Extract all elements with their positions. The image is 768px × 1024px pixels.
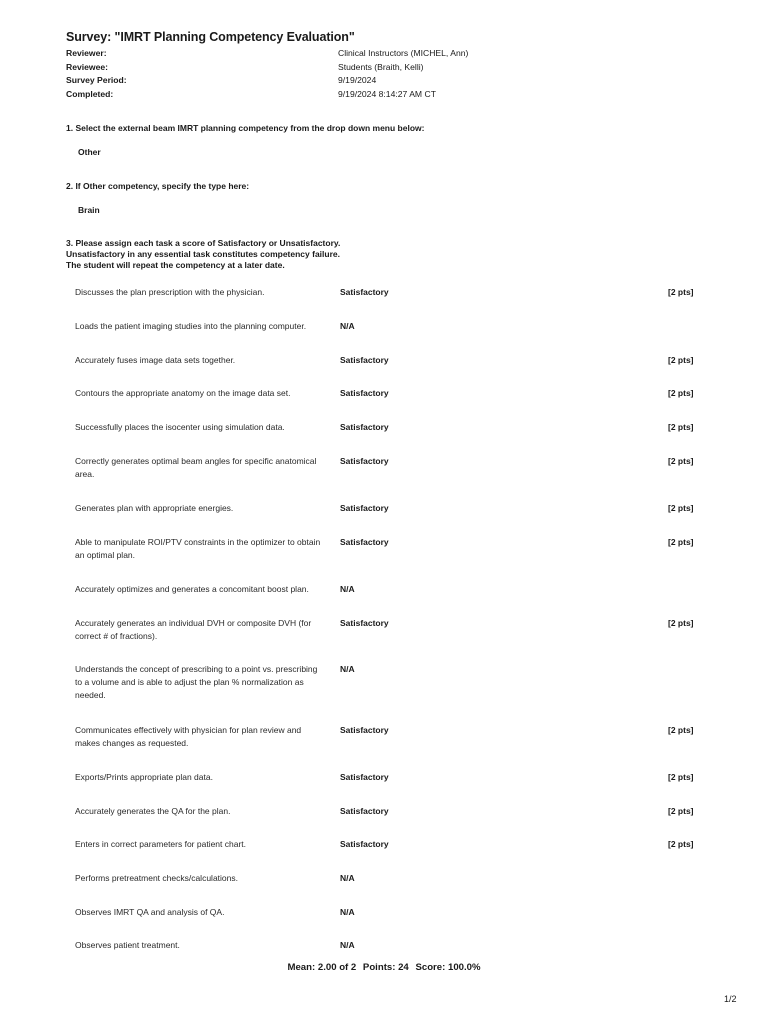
task-points: [2 pts] — [668, 772, 694, 782]
task-result: N/A — [340, 664, 355, 674]
task-description: Correctly generates optimal beam angles for specific anatomical area. — [75, 456, 317, 479]
task-result: Satisfactory — [340, 388, 389, 398]
reviewee-value: Students (Braith, Kelli) — [338, 61, 424, 72]
summary-mean: Mean: 2.00 of 2 — [287, 962, 357, 973]
task-description: Performs pretreatment checks/calculations. — [75, 873, 238, 883]
task-result: Satisfactory — [340, 537, 389, 547]
task-result: N/A — [340, 584, 355, 594]
task-result: N/A — [340, 873, 355, 883]
question-1: 1. Select the external beam IMRT planning competency from the drop down menu below: — [66, 123, 425, 133]
survey-period-label: Survey Period: — [66, 75, 127, 85]
score-summary — [0, 962, 768, 973]
question-3-line-1: 3. Please assign each task a score of Satisfactory or Unsatisfactory. — [66, 238, 341, 248]
task-description: Exports/Prints appropriate plan data. — [75, 772, 213, 782]
task-description: Accurately generates the QA for the plan. — [75, 806, 231, 816]
survey-period-row — [66, 74, 706, 88]
task-description: Observes patient treatment. — [75, 940, 180, 950]
task-description: Generates plan with appropriate energies. — [75, 503, 234, 513]
summary-points: Points: 24 — [362, 962, 409, 973]
completed-label: Completed: — [66, 88, 114, 99]
task-result: Satisfactory — [340, 839, 389, 849]
reviewer-value: Clinical Instructors (MICHEL, Ann) — [338, 48, 469, 58]
task-result: Satisfactory — [340, 806, 389, 816]
task-points: [2 pts] — [668, 725, 694, 735]
reviewer-label: Reviewer: — [66, 48, 107, 58]
reviewee-label: Reviewee: — [66, 61, 109, 72]
task-points: [2 pts] — [668, 388, 694, 398]
question-2: 2. If Other competency, specify the type here: — [66, 181, 250, 191]
task-result: Satisfactory — [340, 355, 389, 365]
task-result: Satisfactory — [340, 618, 389, 628]
task-points: [2 pts] — [668, 422, 694, 432]
task-result: Satisfactory — [340, 772, 389, 782]
task-points: [2 pts] — [668, 287, 694, 297]
completed-value: 9/19/2024 8:14:27 AM CT — [338, 88, 436, 99]
reviewee-row — [66, 61, 706, 75]
summary-score: Score: 100.0% — [415, 962, 481, 973]
task-result: Satisfactory — [340, 725, 389, 735]
question-3 — [66, 238, 666, 271]
survey-title: Survey: "IMRT Planning Competency Evaluation" — [66, 30, 355, 44]
task-points: [2 pts] — [668, 456, 694, 466]
task-points: [2 pts] — [668, 503, 694, 513]
task-description: Accurately optimizes and generates a concomitant boost plan. — [75, 584, 309, 594]
survey-meta — [66, 47, 706, 101]
task-points: [2 pts] — [668, 537, 694, 547]
task-description: Discusses the plan prescription with the physician. — [75, 287, 265, 297]
completed-row — [66, 88, 706, 102]
reviewer-row — [66, 47, 706, 61]
task-result: Satisfactory — [340, 503, 389, 513]
page-number: 1/2 — [724, 994, 737, 1004]
task-result: N/A — [340, 940, 355, 950]
question-3-line-3: The student will repeat the competency at a later date. — [66, 260, 285, 270]
task-description: Accurately generates an individual DVH or composite DVH (for correct # of fractions). — [75, 618, 312, 641]
survey-period-value: 9/19/2024 — [338, 75, 377, 85]
task-description: Understands the concept of prescribing to a point vs. prescribing to a volume and is able to adjust the plan % normalization as needed. — [75, 664, 318, 700]
task-result: N/A — [340, 321, 355, 331]
task-description: Loads the patient imaging studies into the planning computer. — [75, 321, 307, 331]
question-3-line-2: Unsatisfactory in any essential task constitutes competency failure. — [66, 249, 340, 259]
task-result: Satisfactory — [340, 287, 389, 297]
task-description: Communicates effectively with physician for plan review and makes changes as requested. — [75, 725, 302, 748]
task-description: Able to manipulate ROI/PTV constraints in the optimizer to obtain an optimal plan. — [75, 537, 321, 560]
task-description: Contours the appropriate anatomy on the image data set. — [75, 388, 291, 398]
answer-2: Brain — [78, 205, 100, 215]
answer-1: Other — [78, 147, 101, 157]
task-result: N/A — [340, 907, 355, 917]
task-points: [2 pts] — [668, 618, 694, 628]
task-description: Successfully places the isocenter using simulation data. — [75, 422, 285, 432]
task-result: Satisfactory — [340, 456, 389, 466]
task-points: [2 pts] — [668, 806, 694, 816]
task-result: Satisfactory — [340, 422, 389, 432]
task-points: [2 pts] — [668, 839, 694, 849]
task-description: Accurately fuses image data sets together. — [75, 355, 236, 365]
task-description: Enters in correct parameters for patient chart. — [75, 839, 247, 849]
task-points: [2 pts] — [668, 355, 694, 365]
task-description: Observes IMRT QA and analysis of QA. — [75, 907, 225, 917]
